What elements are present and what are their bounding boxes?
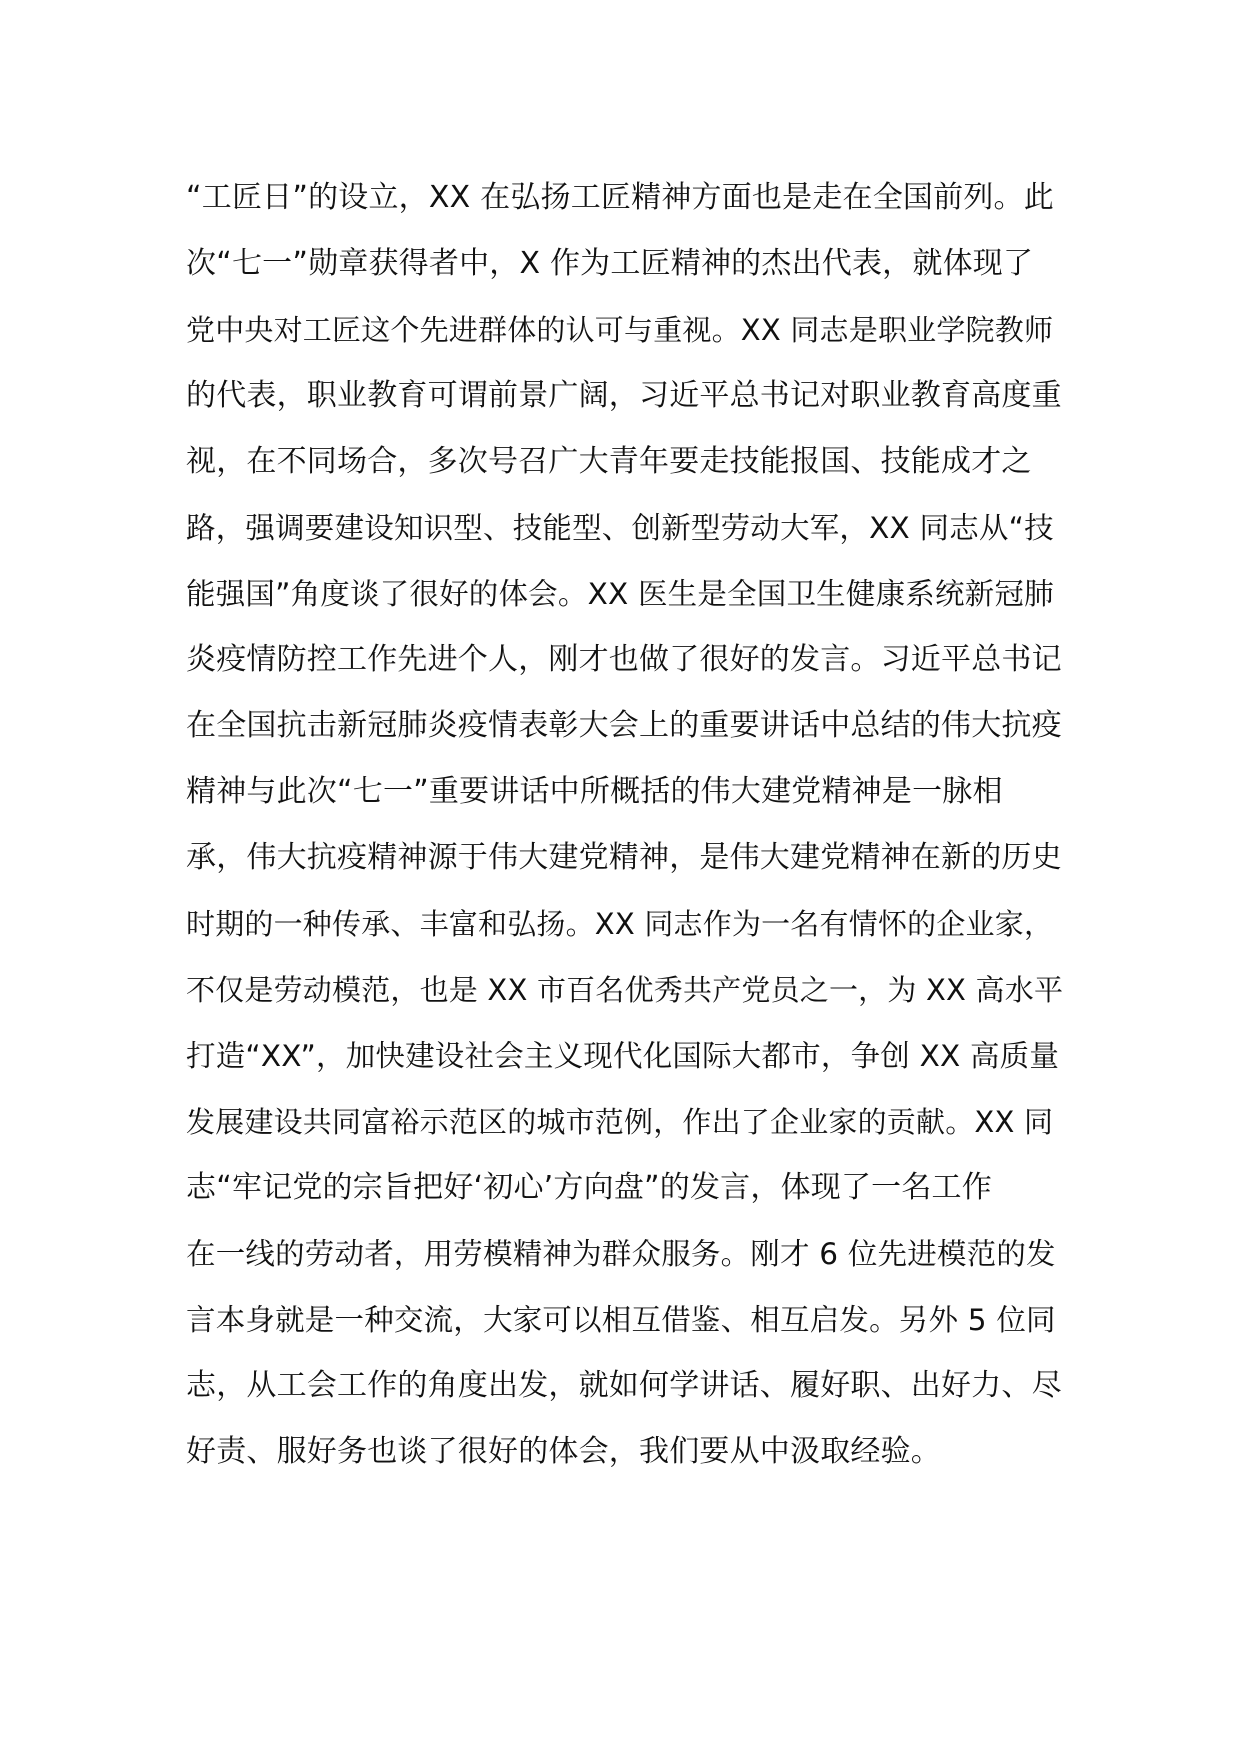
text-line-15: 发展建设共同富裕示范区的城市范例，作出了企业家的贡献。XX 同 (186, 1105, 1054, 1139)
text-line-4: 的代表，职业教育可谓前景广阔，习近平总书记对职业教育高度重 (186, 378, 1062, 413)
text-line-11: 承，伟大抗疫精神源于伟大建党精神，是伟大建党精神在新的历史 (186, 840, 1062, 875)
text-line-1: “工匠日”的设立，XX 在弘扬工匠精神方面也是走在全国前列。此 (186, 180, 1054, 215)
text-line-6: 路，强调要建设知识型、技能型、创新型劳动大军，XX 同志从“技 (186, 511, 1054, 545)
text-line-10: 精神与此次“七一”重要讲话中所概括的伟大建党精神是一脉相 (186, 774, 1003, 809)
text-line-16: 志“牢记党的宗旨把好‘初心’方向盘”的发言，体现了一名工作 (186, 1170, 992, 1205)
text-line-14: 打造“XX”，加快建设社会主义现代化国际大都市，争创 XX 高质量 (186, 1039, 1060, 1073)
body-paragraph (186, 165, 1066, 1485)
text-line-5: 视，在不同场合，多次号召广大青年要走技能报国、技能成才之 (186, 444, 1032, 479)
text-line-3: 党中央对工匠这个先进群体的认可与重视。XX 同志是职业学院教师 (186, 313, 1054, 347)
text-line-12: 时期的一种传承、丰富和弘扬。XX 同志作为一名有情怀的企业家， (186, 907, 1054, 941)
text-line-20: 好责、服好务也谈了很好的体会，我们要从中汲取经验。 (186, 1434, 941, 1469)
text-line-13: 不仅是劳动模范，也是 XX 市百名优秀共产党员之一，为 XX 高水平 (186, 973, 1064, 1007)
text-line-8: 炎疫情防控工作先进个人，刚才也做了很好的发言。习近平总书记 (186, 642, 1062, 677)
text-line-9: 在全国抗击新冠肺炎疫情表彰大会上的重要讲话中总结的伟大抗疫 (186, 708, 1062, 743)
text-line-2: 次“七一”勋章获得者中，X 作为工匠精神的杰出代表，就体现了 (186, 246, 1034, 281)
text-line-18: 言本身就是一种交流，大家可以相互借鉴、相互启发。另外 5 位同 (186, 1303, 1056, 1337)
text-line-7: 能强国”角度谈了很好的体会。XX 医生是全国卫生健康系统新冠肺 (186, 577, 1054, 611)
text-line-17: 在一线的劳动者，用劳模精神为群众服务。刚才 6 位先进模范的发 (186, 1237, 1056, 1271)
text-line-19: 志，从工会工作的角度出发，就如何学讲话、履好职、出好力、尽 (186, 1368, 1062, 1403)
